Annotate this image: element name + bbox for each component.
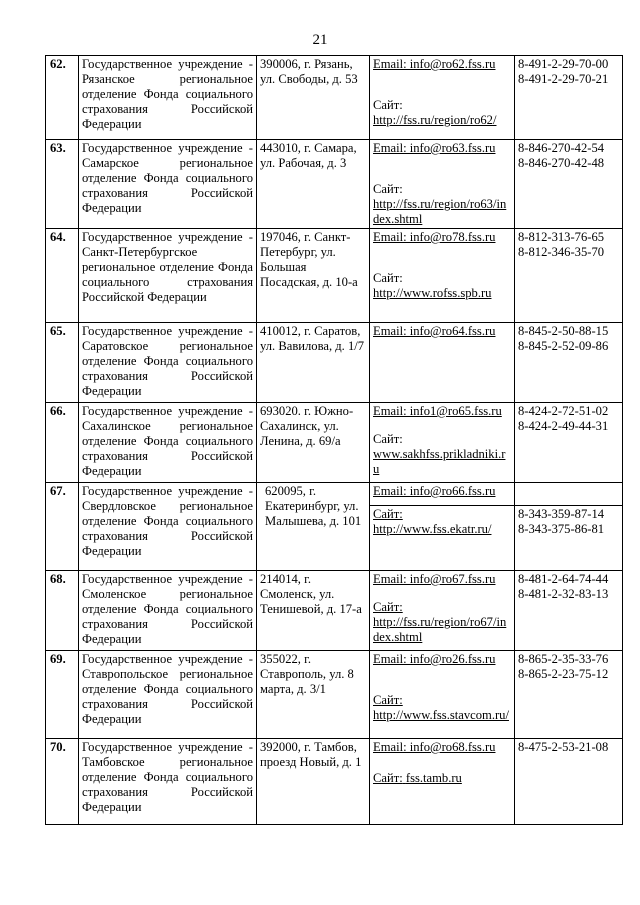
site-link[interactable]: http://fss.ru/region/ro62/ [373,113,497,127]
email-link[interactable]: Email: info@ro67.fss.ru [373,572,496,586]
phone-cell [515,229,623,323]
office-name: Государственное учреждение - Рязанское региональное отделение Фонда социального страхования Российской Федерации [79,56,257,140]
row-number: 65. [46,323,79,403]
table-row [46,651,623,739]
site-label: Сайт: [373,271,403,285]
site-link[interactable]: www.sakhfss.prikladniki.ru [373,447,506,476]
row-number: 62. [46,56,79,140]
phone-number: 8-846-270-42-48 [518,156,605,170]
office-address: 392000, г. Тамбов, проезд Новый, д. 1 [257,739,370,825]
site-label: Сайт: [373,98,403,112]
office-name: Государственное учреждение - Саратовское региональное отделение Фонда социального страхования Российской Федерации [79,323,257,403]
phone-cell [515,571,623,651]
table-row [46,140,623,229]
email-link[interactable]: Email: info@ro64.fss.ru [373,324,496,338]
email-link[interactable]: Email: info@ro78.fss.ru [373,230,496,244]
phone-cell [515,651,623,739]
phone-number: 8-812-313-76-65 [518,230,605,244]
site-link[interactable]: http://www.rofss.spb.ru [373,286,492,300]
contact-cell [370,483,515,571]
office-address: 355022, г. Ставрополь, ул. 8 марта, д. 3/1 [257,651,370,739]
office-address: 390006, г. Рязань, ул. Свободы, д. 53 [257,56,370,140]
office-name: Государственное учреждение - Самарское региональное отделение Фонда социального страхования Российской Федерации [79,140,257,229]
site-link[interactable]: http://fss.ru/region/ro67/index.shtml [373,615,507,644]
office-name: Государственное учреждение - Тамбовское региональное отделение Фонда социального страхования Российской Федерации [79,739,257,825]
phone-number: 8-865-2-23-75-12 [518,667,609,681]
office-address: 693020. г. Южно-Сахалинск, ул. Ленина, д. 69/а [257,403,370,483]
site-label: Сайт: [373,182,403,196]
table-row [46,571,623,651]
site-link[interactable]: fss.tamb.ru [405,771,462,785]
contact-cell [370,323,515,403]
table-row [46,229,623,323]
phone-number: 8-865-2-35-33-76 [518,652,609,666]
phone-number: 8-343-359-87-14 [518,507,605,521]
site-link[interactable]: http://www.fss.stavcom.ru/ [373,708,509,722]
office-name: Государственное учреждение - Свердловское региональное отделение Фонда социального страхования Российской Федерации [79,483,257,571]
phone-number: 8-475-2-53-21-08 [518,740,609,754]
phone-number: 8-481-2-64-74-44 [518,572,609,586]
office-address: 214014, г. Смоленск, ул. Тенишевой, д. 17-а [257,571,370,651]
table-row [46,739,623,825]
site-link[interactable]: http://fss.ru/region/ro63/index.shtml [373,197,507,226]
phone-number: 8-845-2-50-88-15 [518,324,609,338]
phone-cell [515,323,623,403]
office-name: Государственное учреждение - Сахалинское региональное отделение Фонда социального страхования Российской Федерации [79,403,257,483]
contact-cell [370,403,515,483]
email-link[interactable]: Email: info@ro26.fss.ru [373,652,496,666]
phone-cell [515,739,623,825]
phone-cell [515,140,623,229]
office-name: Государственное учреждение - Санкт-Петербургское региональное отделение Фонда социального страхования Российской Федерации [79,229,257,323]
phone-cell [515,403,623,483]
table-row [46,323,623,403]
table-row [46,483,623,571]
email-link[interactable]: Email: info@ro66.fss.ru [373,484,496,498]
row-number: 64. [46,229,79,323]
site-label: Сайт: [373,507,403,521]
office-address: 443010, г. Самара, ул. Рабочая, д. 3 [257,140,370,229]
site-label: Сайт: [373,432,403,446]
contact-cell [370,571,515,651]
email-link[interactable]: Email: info1@ro65.fss.ru [373,404,502,418]
contact-cell [370,651,515,739]
row-number: 66. [46,403,79,483]
site-label [373,771,462,785]
fss-offices-table [45,55,623,825]
row-number: 69. [46,651,79,739]
phone-number: 8-491-2-29-70-00 [518,57,609,71]
office-name: Государственное учреждение - Ставропольское региональное отделение Фонда социального страхования Российской Федерации [79,651,257,739]
contact-cell [370,56,515,140]
phone-number: 8-424-2-72-51-02 [518,404,609,418]
table-row [46,403,623,483]
phone-number: 8-846-270-42-54 [518,141,605,155]
phone-number: 8-845-2-52-09-86 [518,339,609,353]
row-number: 67. [46,483,79,571]
email-link[interactable]: Email: info@ro62.fss.ru [373,57,496,71]
office-address: 197046, г. Санкт-Петербург, ул. Большая Посадская, д. 10-а [257,229,370,323]
office-address: 410012, г. Саратов, ул. Вавилова, д. 1/7 [257,323,370,403]
contact-cell [370,229,515,323]
phone-cell [515,56,623,140]
site-link[interactable]: http://www.fss.ekatr.ru/ [373,522,492,536]
site-label: Сайт: [373,693,403,707]
row-number: 63. [46,140,79,229]
email-link[interactable]: Email: info@ro63.fss.ru [373,141,496,155]
contact-cell [370,739,515,825]
row-number: 70. [46,739,79,825]
phone-number: 8-812-346-35-70 [518,245,605,259]
phone-number: 8-343-375-86-81 [518,522,605,536]
contact-cell [370,140,515,229]
site-label: Сайт: [373,600,403,614]
phone-number: 8-424-2-49-44-31 [518,419,609,433]
row-number: 68. [46,571,79,651]
phone-number: 8-481-2-32-83-13 [518,587,609,601]
office-name: Государственное учреждение - Смоленское региональное отделение Фонда социального страхования Российской Федерации [79,571,257,651]
table-row [46,56,623,140]
site-label-text: Сайт: [373,771,403,785]
phone-number: 8-491-2-29-70-21 [518,72,609,86]
phone-cell [515,483,623,571]
email-link[interactable]: Email: info@ro68.fss.ru [373,740,496,754]
office-address: 620095, г. Екатеринбург, ул. Малышева, д. 101 [257,483,370,571]
email-subcell [370,483,514,506]
site-subcell [370,506,514,538]
page-number: 21 [312,32,328,48]
